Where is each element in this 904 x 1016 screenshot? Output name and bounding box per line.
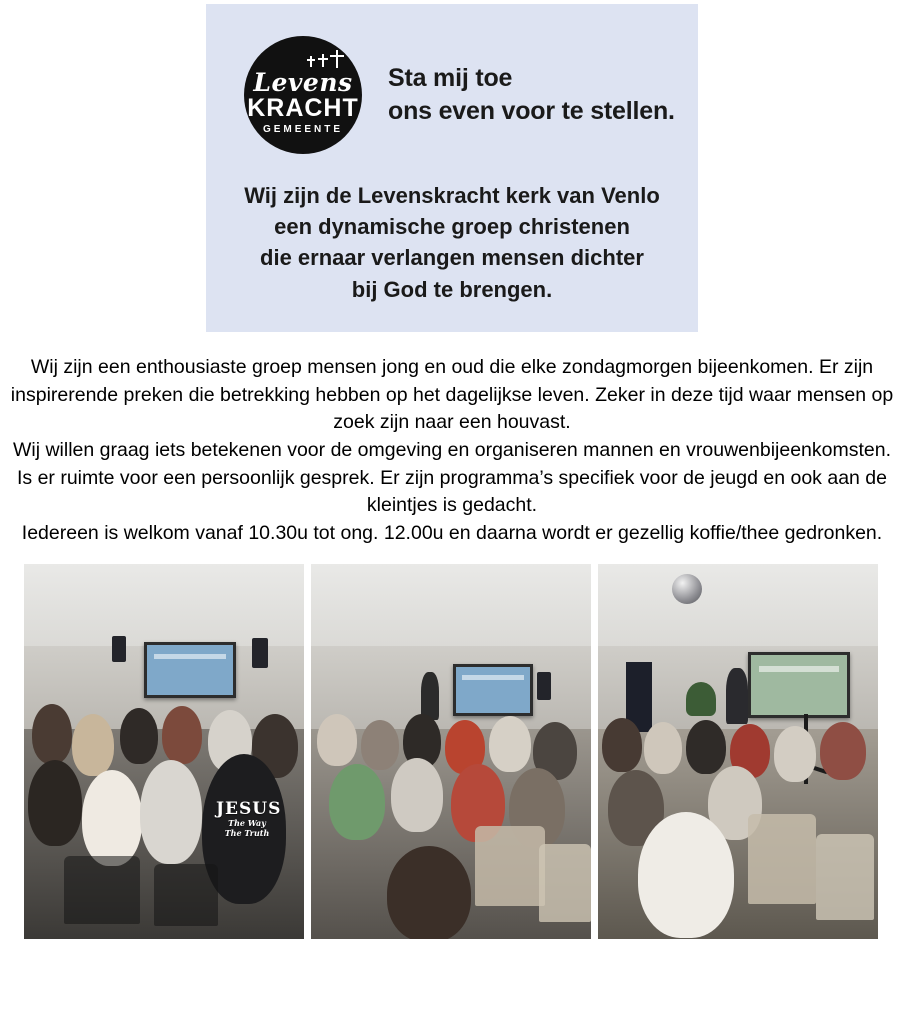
shirt-text bbox=[216, 798, 282, 838]
cross-icon-smallest bbox=[310, 56, 312, 67]
intro-text-block bbox=[10, 354, 894, 548]
attendee bbox=[361, 720, 399, 770]
projection-screen bbox=[748, 652, 850, 718]
chair bbox=[539, 844, 591, 922]
cross-icon bbox=[336, 50, 338, 68]
photo-congregation-center bbox=[311, 564, 591, 939]
banner-headline-line-1: Sta mij toe bbox=[388, 64, 513, 92]
attendee bbox=[644, 722, 682, 774]
banner-header-row bbox=[206, 4, 698, 154]
shirt-text-main: JESUS bbox=[216, 798, 282, 819]
intro-paragraph-3: Iedereen is welkom vanaf 10.30u tot ong. 12.00u en daarna wordt er gezellig koffie/thee gedronken. bbox=[21, 522, 883, 545]
disco-ball bbox=[672, 574, 702, 604]
attendee bbox=[32, 704, 72, 764]
plant bbox=[686, 682, 716, 716]
photo-gallery bbox=[0, 548, 904, 939]
banner-body-line-1: Wij zijn de Levenskracht kerk van Venlo bbox=[244, 183, 660, 208]
attendee bbox=[28, 760, 82, 846]
chair bbox=[475, 826, 545, 906]
attendee bbox=[774, 726, 816, 782]
attendee bbox=[120, 708, 158, 764]
attendee bbox=[162, 706, 202, 764]
logo-line-1: Levens bbox=[253, 68, 353, 97]
banner-body-line-3: die ernaar verlangen mensen dichter bbox=[260, 245, 644, 271]
logo-line-3: GEMEENTE bbox=[262, 124, 344, 135]
photo-congregation-right bbox=[598, 564, 878, 939]
attendee-foreground bbox=[638, 812, 734, 938]
speaker-presenter bbox=[726, 668, 748, 724]
speaker-right bbox=[537, 672, 551, 700]
cross-icon-small bbox=[322, 54, 324, 67]
banner-headline bbox=[388, 62, 675, 128]
attendee bbox=[72, 714, 114, 776]
shirt-text-sub-2: The Truth bbox=[224, 827, 270, 838]
attendee bbox=[329, 764, 385, 840]
banner-headline-line-2: ons even voor te stellen. bbox=[388, 97, 675, 125]
banner-section bbox=[0, 0, 904, 332]
attendee-foreground bbox=[387, 846, 471, 939]
chair bbox=[748, 814, 816, 904]
attendee bbox=[602, 718, 642, 772]
banner-body-line-2: een dynamische groep christenen bbox=[274, 214, 630, 240]
chair bbox=[816, 834, 874, 920]
attendee bbox=[317, 714, 357, 766]
speaker-right bbox=[252, 638, 268, 668]
projection-screen bbox=[453, 664, 533, 716]
speaker-left bbox=[112, 636, 126, 662]
banner-body bbox=[206, 180, 698, 305]
projection-screen bbox=[144, 642, 236, 698]
photo-congregation-left bbox=[24, 564, 304, 939]
intro-banner bbox=[206, 4, 698, 332]
chair bbox=[64, 856, 140, 924]
attendee bbox=[820, 722, 866, 780]
intro-paragraph-1: Wij zijn een enthousiaste groep mensen jong en oud die elke zondagmorgen bijeenkomen. Er zijn inspirerende preken die betrekking hebben op het dagelijkse leven. Zeker in deze tijd waar mensen op zoek zijn naar een houvast. bbox=[10, 356, 894, 434]
attendee bbox=[391, 758, 443, 832]
shirt-text-sub-1: The Way bbox=[228, 818, 266, 829]
banner-body-line-4: bij God te brengen. bbox=[351, 276, 553, 302]
logo-line-2: KRACHT bbox=[247, 94, 359, 122]
attendee bbox=[489, 716, 531, 772]
attendee bbox=[82, 770, 142, 866]
levenskracht-logo bbox=[244, 36, 362, 154]
speaker-presenter bbox=[421, 672, 439, 720]
attendee bbox=[686, 720, 726, 774]
attendee bbox=[140, 760, 202, 864]
chair bbox=[154, 864, 218, 926]
intro-paragraph-2: Wij willen graag iets betekenen voor de omgeving en organiseren mannen en vrouwenbijeenkomsten. Is er ruimte voor een persoonlijk gesprek. Er zijn programma’s specifiek voor de jeugd en ook aan de kleintjes is gedacht. bbox=[12, 439, 892, 517]
